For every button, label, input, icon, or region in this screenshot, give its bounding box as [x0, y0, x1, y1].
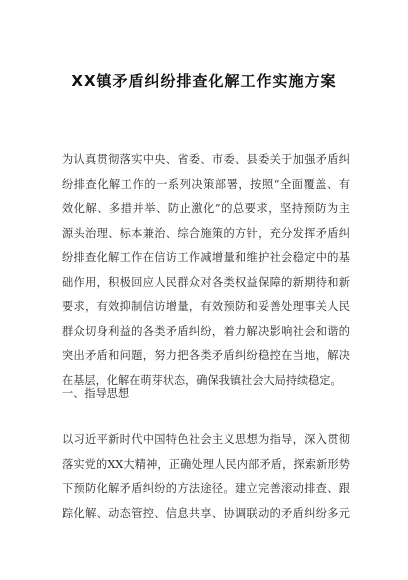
- paragraph-line: 以习近平新时代中国特色社会主义思想为指导，深入贯彻: [62, 433, 350, 446]
- paragraph-line: 踪化解、动态管控、信息共享、协调联动的矛盾纠纷多元: [62, 506, 350, 520]
- intro-paragraph: [62, 148, 350, 393]
- paragraph-line: 在基层，化解在萌芽状态，确保我镇社会大局持续稳定。: [62, 373, 342, 387]
- section-heading: 一、指导思想: [62, 387, 130, 400]
- paragraph-line: 纷排查化解工作在信访工作减增量和维护社会稳定中的基: [62, 251, 350, 264]
- paragraph-line: 效化解、多措并举、防止激化”的总要求，坚持预防为主: [62, 202, 350, 215]
- paragraph-line: 突出矛盾和问题，努力把各类矛盾纠纷稳控在当地，解决: [62, 349, 350, 362]
- paragraph-line: 纷排查化解工作的一系列决策部署，按照“全面覆盖、有: [62, 177, 350, 191]
- section-paragraph: [62, 428, 350, 526]
- document-title: XX镇矛盾纠纷排查化解工作实施方案: [71, 72, 337, 90]
- paragraph-line: 群众切身利益的各类矛盾纠纷，着力解决影响社会和谐的: [62, 324, 350, 338]
- paragraph-line: 础作用，积极回应人民群众对各类权益保障的新期待和新: [62, 275, 350, 289]
- paragraph-line: 下预防化解矛盾纠纷的方法途径。建立完善滚动排查、跟: [62, 482, 350, 495]
- paragraph-line: 落实党的XX大精神，正确处理人民内部矛盾，探索新形势: [62, 457, 350, 471]
- paragraph-line: 为认真贯彻落实中央、省委、市委、县委关于加强矛盾纠: [62, 153, 350, 166]
- paragraph-line: 要求，有效抑制信访增量，有效预防和妥善处理事关人民: [62, 300, 350, 313]
- paragraph-line: 源头治理、标本兼治、综合施策的方针，充分发挥矛盾纠: [62, 226, 350, 240]
